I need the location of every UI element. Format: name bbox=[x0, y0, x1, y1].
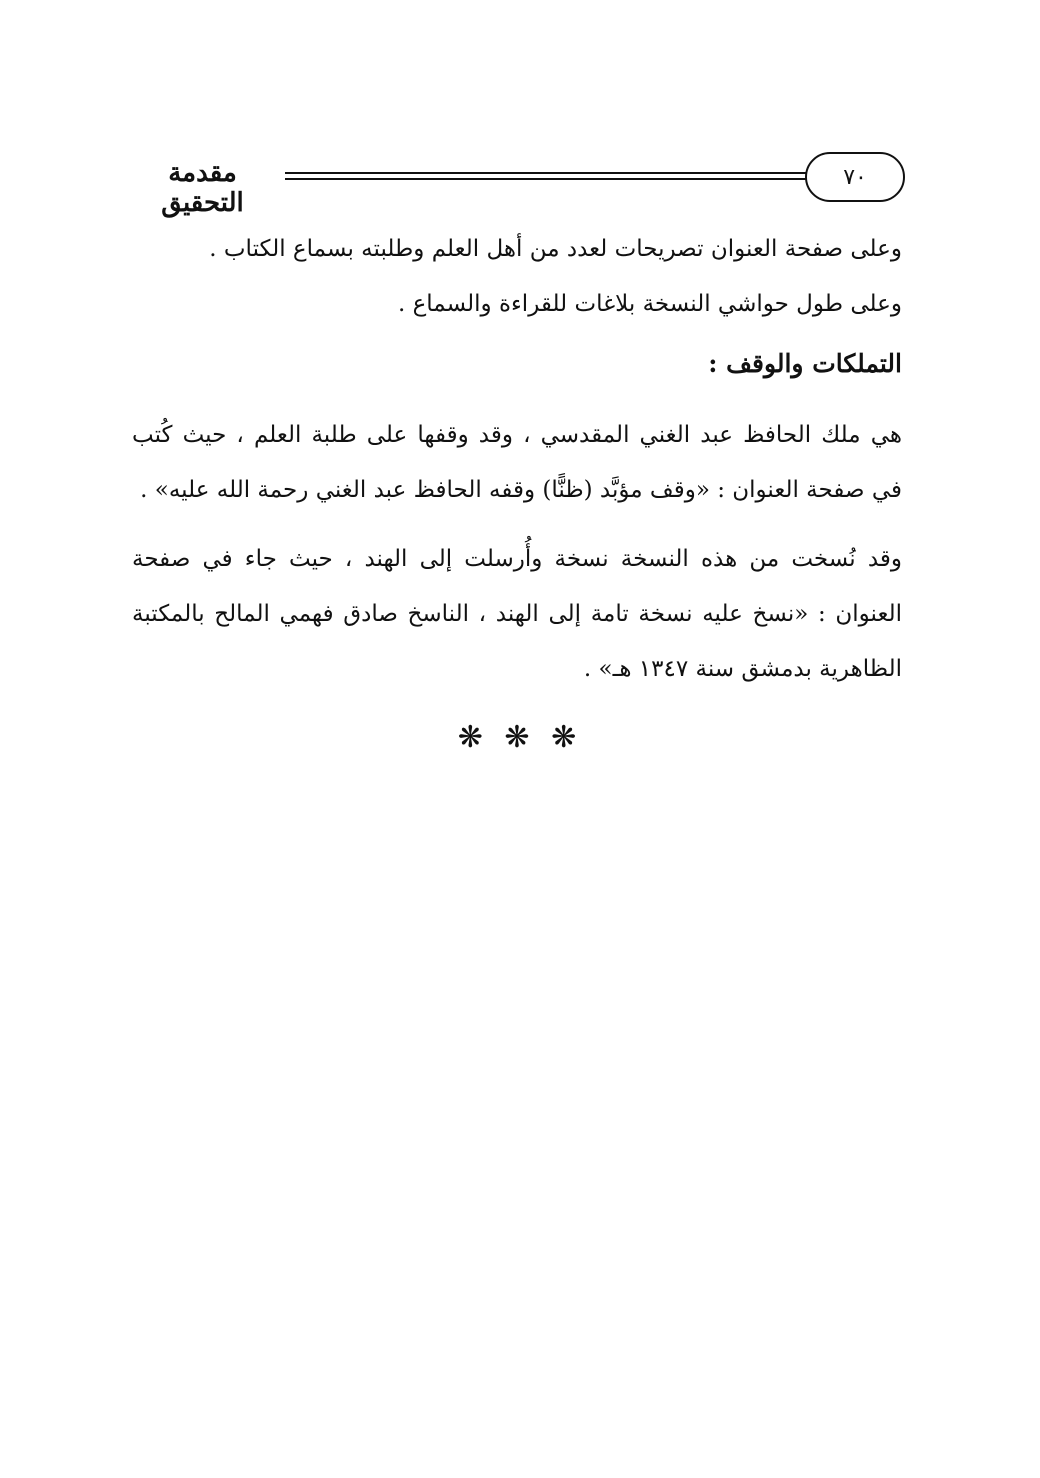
page-number-badge bbox=[805, 152, 905, 202]
section-separator: ❋ ❋ ❋ bbox=[457, 720, 583, 755]
text-line: العنوان : «نسخ عليه نسخة تامة إلى الهند ، الناسخ صادق فهمي المالح بالمكتبة bbox=[132, 601, 902, 627]
page-header bbox=[130, 150, 905, 218]
text-line: هي ملك الحافظ عبد الغني المقدسي ، وقد وقفها على طلبة العلم ، حيث كُتب bbox=[132, 422, 902, 448]
text-line: وعلى صفحة العنوان تصريحات لعدد من أهل العلم وطلبته بسماع الكتاب . bbox=[209, 236, 902, 262]
header-rule-bottom bbox=[285, 178, 807, 180]
running-title: مقدمة التحقيق bbox=[161, 158, 244, 218]
section-heading: التملكات والوقف : bbox=[708, 349, 902, 378]
text-line: وعلى طول حواشي النسخة بلاغات للقراءة والسماع . bbox=[397, 291, 902, 317]
text-line: الظاهرية بدمشق سنة ١٣٤٧ هـ» . bbox=[583, 656, 902, 682]
header-rule-top bbox=[285, 172, 807, 174]
page-body bbox=[132, 222, 902, 697]
text-line: وقد نُسخت من هذه النسخة نسخة وأُرسلت إلى الهند ، حيث جاء في صفحة bbox=[132, 546, 902, 572]
page-number: ٧٠ bbox=[843, 164, 867, 190]
text-line: في صفحة العنوان : «وقف مؤبَّد (ظنًّا) وقفه الحافظ عبد الغني رحمة الله عليه» . bbox=[140, 477, 902, 503]
